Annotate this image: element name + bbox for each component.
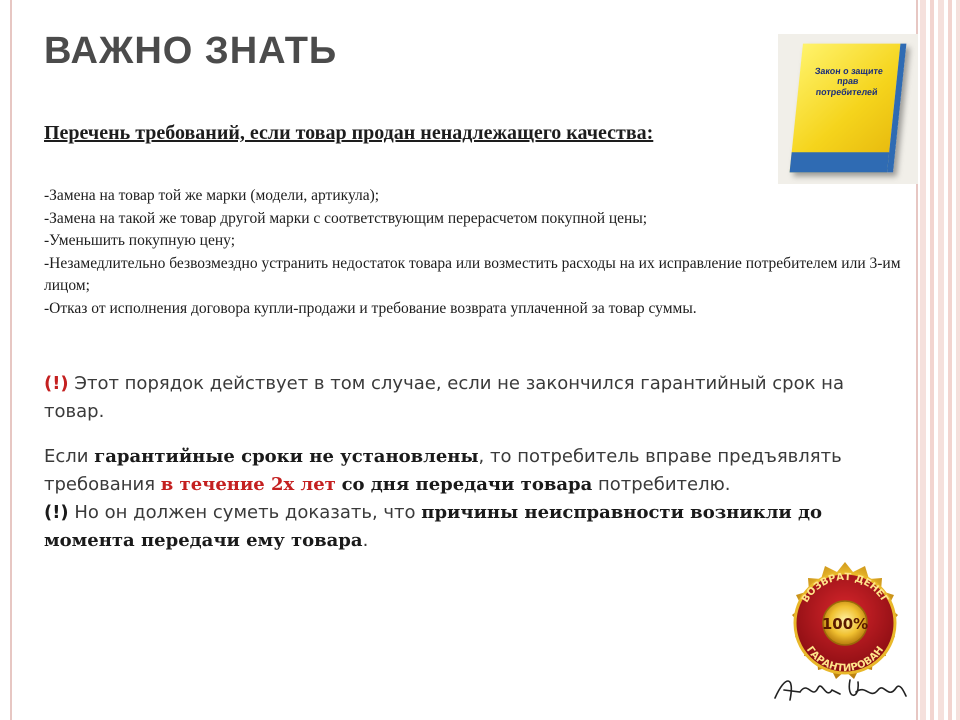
requirements-list xyxy=(44,185,904,320)
book-band xyxy=(790,152,890,172)
list-item: -Замена на такой же товар другой марки с соответствующим перерасчетом покупной цены; xyxy=(44,209,648,227)
bold-fragment: со дня передачи товара xyxy=(341,474,593,495)
text-fragment: потребителю. xyxy=(592,474,731,495)
list-item: -Замена на товар той же марки (модели, артикула); xyxy=(44,187,380,204)
attention-mark: (!) xyxy=(44,502,69,523)
list-item: -Незамедлительно безвозмездно устранить недостаток товара или возместить расходы на их исправление потребителем или 3-им лицом; xyxy=(44,254,901,294)
book-title: Закон о защите прав потребителей xyxy=(814,65,884,97)
text-fragment: . xyxy=(362,530,369,551)
requirements-heading: Перечень требований, если товар продан ненадлежащего качества: xyxy=(44,122,654,144)
book-cover xyxy=(790,44,907,173)
list-item: -Уменьшить покупную цену; xyxy=(44,232,235,249)
seal-top-text: ВОЗВРАТ ДЕНЕГ xyxy=(799,571,891,605)
no-warranty-paragraph xyxy=(44,443,884,555)
law-book-image xyxy=(778,34,918,184)
text-fragment: , то потребитель вправе предъявлять требования xyxy=(44,446,842,495)
text-fragment: Но он должен суметь доказать, что xyxy=(68,502,422,523)
warranty-note-text: Этот порядок действует в том случае, если не закончился гарантийный срок на товар. xyxy=(44,373,844,422)
seal-percent: 100% xyxy=(821,615,869,633)
warranty-note xyxy=(44,370,884,426)
bold-fragment: причины неисправности возникли до момента передачи ему товара xyxy=(44,502,823,551)
signature-icon xyxy=(770,670,910,710)
attention-mark: (!) xyxy=(44,373,69,394)
list-item: -Отказ от исполнения договора купли-продажи и требование возврата уплаченной за товар суммы. xyxy=(44,299,697,317)
bold-fragment: гарантийные сроки не установлены xyxy=(94,446,479,467)
decorative-stripes xyxy=(920,0,960,720)
slide-title: ВАЖНО ЗНАТЬ xyxy=(44,30,338,72)
seal-bottom-text: ГАРАНТИРОВАН xyxy=(803,644,887,675)
signature-mark xyxy=(770,670,910,716)
text-fragment: Если xyxy=(44,446,95,467)
highlight-term: в течение 2х лет xyxy=(160,474,336,495)
